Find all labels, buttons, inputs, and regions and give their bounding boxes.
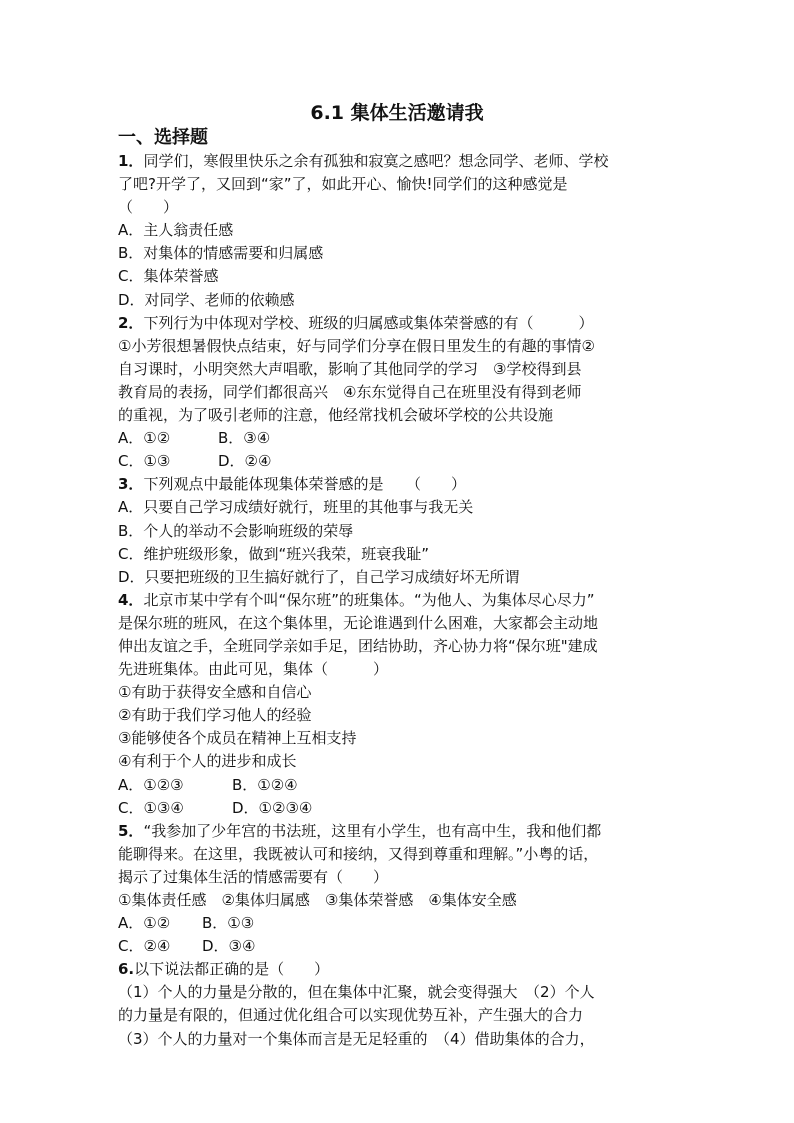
question-text-line: 自习课时，小明突然大声唱歌，影响了其他同学的学习 ③学校得到县 — [118, 359, 582, 378]
option-row — [118, 912, 688, 935]
option-d: D．对同学、老师的依赖感 — [118, 290, 295, 309]
question-1-stem — [118, 150, 688, 173]
option-b: B．③④ — [218, 429, 271, 448]
question-number: 6. — [118, 960, 135, 979]
option-a: A．只要自己学习成绩好就行，班里的其他事与我无关 — [118, 498, 474, 517]
option-d: D．②④ — [218, 452, 272, 471]
question-text: 北京市某中学有个叫“保尔班”的班集体。“为他人、为集体尽心尽力” — [143, 590, 595, 609]
question-number: 3． — [118, 475, 144, 494]
option-a: A．①② — [118, 914, 171, 933]
statement-4: ④有利于个人的进步和成长 — [118, 752, 297, 771]
option-c: C．①③④ — [118, 798, 184, 817]
option-b: B．个人的举动不会影响班级的荣辱 — [118, 521, 354, 540]
question-number: 2． — [118, 313, 144, 332]
question-text-line: （1）个人的力量是分散的，但在集体中汇聚，就会变得强大 （2）个人 — [118, 983, 595, 1002]
question-list — [118, 150, 688, 1051]
section-heading: 一、选择题 — [118, 127, 208, 148]
question-text-line: 了吧?开学了，又回到“家”了，如此开心、愉快!同学们的这种感觉是 — [118, 175, 568, 194]
option-c: C．维护班级形象，做到“班兴我荣，班衰我耻” — [118, 544, 430, 563]
question-text-line: 能聊得来。在这里，我既被认可和接纳，又得到尊重和理解。”小粤的话， — [118, 844, 599, 863]
option-row — [118, 427, 688, 450]
option-d: D．只要把班级的卫生搞好就行了，自己学习成绩好坏无所谓 — [118, 567, 520, 586]
question-text: “我参加了少年宫的书法班，这里有小学生，也有高中生，我和他们都 — [143, 821, 602, 840]
option-c: C．集体荣誉感 — [118, 267, 219, 286]
question-text-line: ①小芳很想暑假快点结束，好与同学们分享在假日里发生的有趣的事情② — [118, 336, 595, 355]
question-number: 1． — [118, 152, 144, 170]
question-text-line: 揭示了过集体生活的情感需要有（ ） — [118, 867, 389, 886]
answer-bracket: （ ） — [118, 198, 179, 217]
option-a: A．①②③ — [118, 775, 184, 794]
question-text: 以下说法都正确的是（ ） — [134, 960, 330, 979]
option-row — [118, 774, 688, 797]
question-text-line: （3）个人的力量对一个集体而言是无足轻重的 （4）借助集体的合力， — [118, 1029, 595, 1048]
option-d: D．①②③④ — [232, 798, 313, 817]
statement-2: ②有助于我们学习他人的经验 — [118, 706, 312, 725]
page-title: 6.1 集体生活邀请我 — [310, 102, 484, 124]
question-text: 下列行为中体现对学校、班级的归属感或集体荣誉感的有（ ） — [143, 313, 594, 332]
question-3-stem — [118, 473, 688, 496]
option-a: A．主人翁责任感 — [118, 221, 234, 240]
option-d: D．③④ — [202, 937, 256, 956]
statement-3: ③能够使各个成员在精神上互相支持 — [118, 729, 357, 748]
option-a: A．①② — [118, 429, 171, 448]
question-number: 4． — [118, 590, 144, 609]
question-text-line: 先进班集体。由此可见，集体（ ） — [118, 660, 389, 679]
question-4-stem — [118, 589, 688, 612]
question-text: 同学们，寒假里快乐之余有孤独和寂寞之感吧？想念同学、老师、学校 — [143, 152, 609, 170]
option-c: C．①③ — [118, 452, 171, 471]
option-b: B．①②④ — [232, 775, 298, 794]
question-text-line: 的力量是有限的，但通过优化组合可以实现优势互补，产生强大的合力 — [118, 1006, 584, 1025]
question-text-line: 的重视，为了吸引老师的注意，他经常找机会破坏学校的公共设施 — [118, 406, 554, 425]
question-text-line: 是保尔班的班风，在这个集体里，无论谁遇到什么困难，大家都会主动地 — [118, 613, 599, 632]
question-5-stem — [118, 820, 688, 843]
question-text-line: 教育局的表扬，同学们都很高兴 ④东东觉得自己在班里没有得到老师 — [118, 382, 582, 401]
question-number: 5． — [118, 821, 144, 840]
question-text-line: 伸出友谊之手，全班同学亲如手足，团结协助，齐心协力将“保尔班"建成 — [118, 636, 598, 655]
statement-1: ①有助于获得安全感和自信心 — [118, 683, 312, 702]
option-b: B．①③ — [202, 914, 255, 933]
option-row — [118, 935, 688, 958]
question-text: 下列观点中最能体现集体荣誉感的是 （ ） — [143, 475, 466, 494]
statement-list: ①集体责任感 ②集体归属感 ③集体荣誉感 ④集体安全感 — [118, 891, 517, 909]
option-row — [118, 450, 688, 473]
question-6-stem — [118, 958, 688, 981]
option-b: B．对集体的情感需要和归属感 — [118, 244, 324, 263]
option-row — [118, 797, 688, 820]
option-c: C．②④ — [118, 937, 171, 956]
question-2-stem — [118, 312, 688, 335]
